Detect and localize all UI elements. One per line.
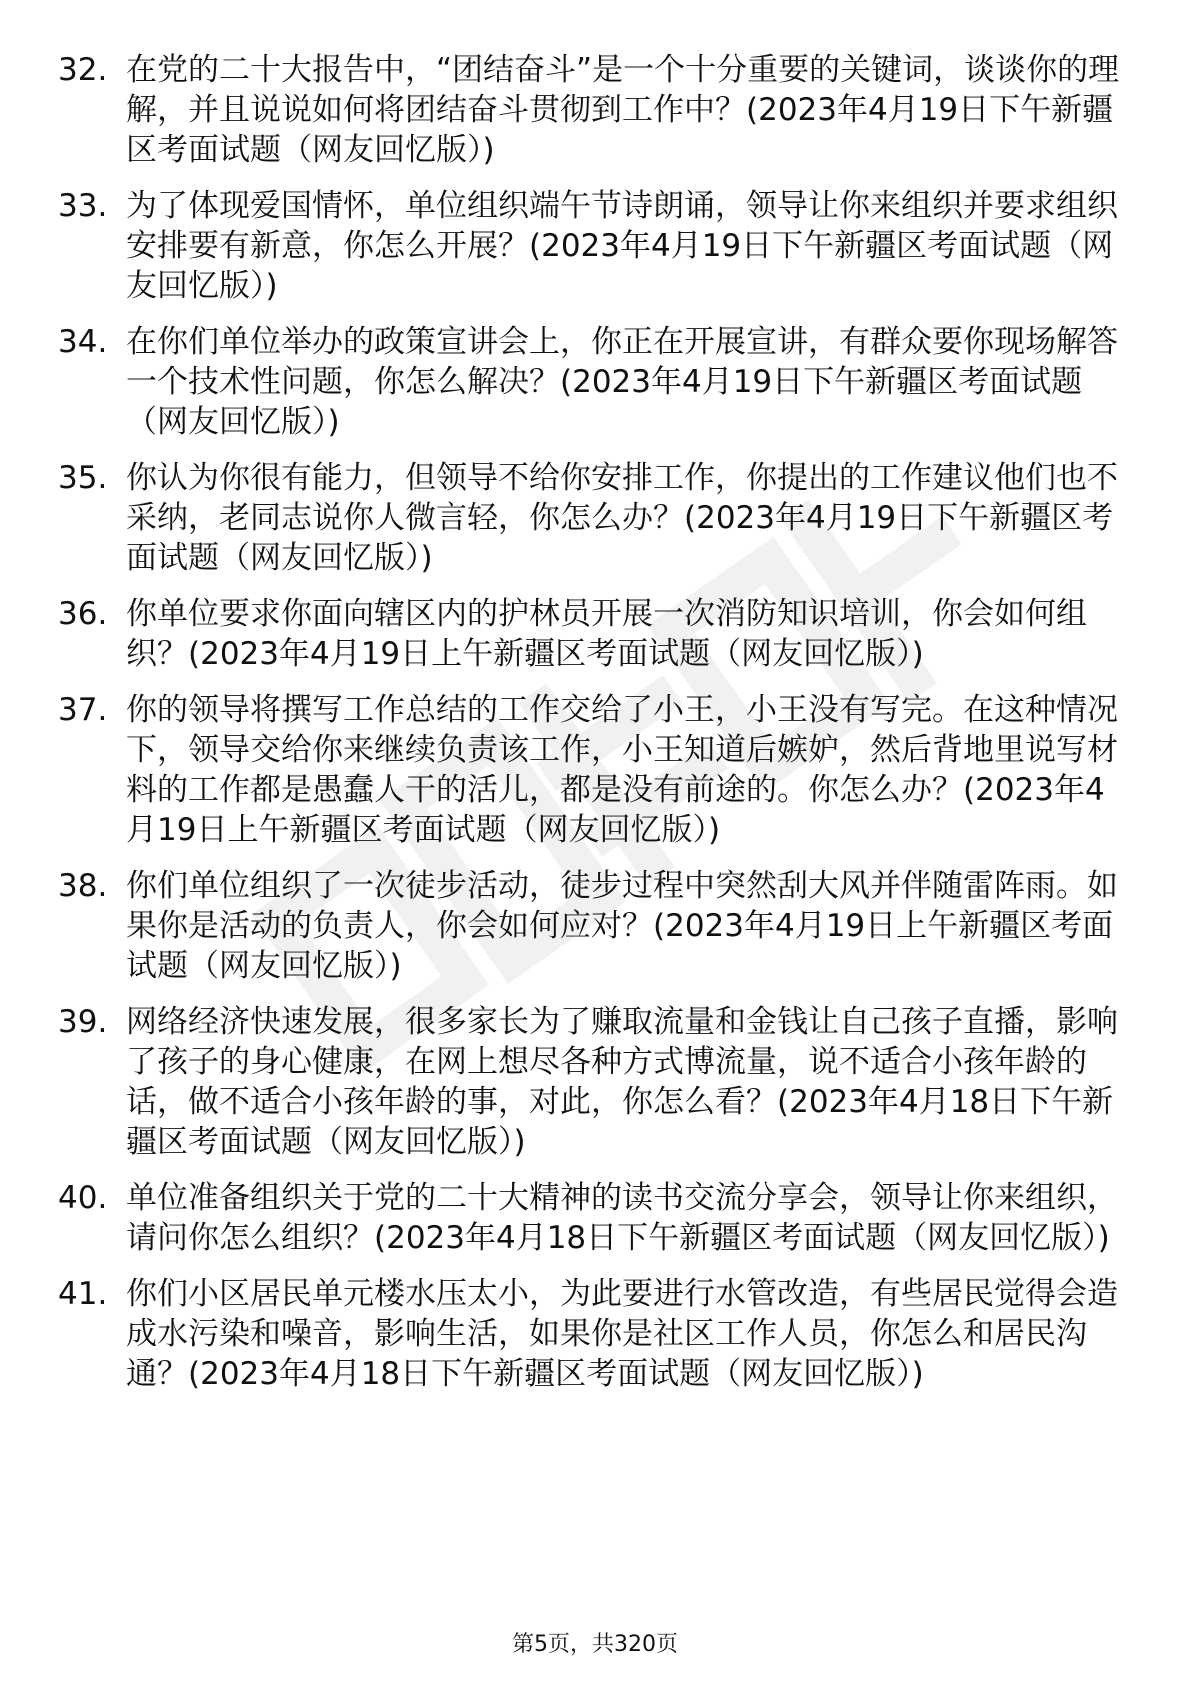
question-number: 34.: [58, 324, 108, 360]
question-number: 40.: [58, 1180, 108, 1216]
question-text: 你认为你很有能力，但领导不给你安排工作，你提出的工作建议他们也不采纳，老同志说你人微言轻，你怎么办？(2023年4月19日下午新疆区考面试题（网友回忆版）): [126, 460, 1118, 576]
question-text: 你们小区居民单元楼水压太小，为此要进行水管改造，有些居民觉得会造成水污染和噪音，影响生活，如果你是社区工作人员，你怎么和居民沟通？(2023年4月18日下午新疆区考面试题（网友回忆版）): [126, 1276, 1118, 1392]
question-number: 39.: [58, 1004, 108, 1040]
question-text: 在你们单位举办的政策宣讲会上，你正在开展宣讲，有群众要你现场解答一个技术性问题，你怎么解决？(2023年4月19日下午新疆区考面试题（网友回忆版）): [126, 324, 1118, 440]
question-text: 为了体现爱国情怀，单位组织端午节诗朗诵，领导让你来组织并要求组织安排要有新意，你怎么开展？(2023年4月19日下午新疆区考面试题（网友回忆版）): [126, 188, 1118, 304]
question-item: [58, 50, 1128, 170]
question-text: 你单位要求你面向辖区内的护林员开展一次消防知识培训，你会如何组织？(2023年4月19日上午新疆区考面试题（网友回忆版）): [126, 596, 1087, 672]
question-item: [58, 1274, 1128, 1394]
question-text: 单位准备组织关于党的二十大精神的读书交流分享会，领导让你来组织，请问你怎么组织？(2023年4月18日下午新疆区考面试题（网友回忆版）): [126, 1180, 1118, 1256]
question-text: 你的领导将撰写工作总结的工作交给了小王，小王没有写完。在这种情况下，领导交给你来继续负责该工作，小王知道后嫉妒，然后背地里说写材料的工作都是愚蠢人干的活儿，都是没有前途的。你怎么办？(2023年4月19日上午新疆区考面试题（网友回忆版）): [126, 692, 1118, 848]
question-number: 38.: [58, 868, 108, 904]
question-number: 41.: [58, 1276, 108, 1312]
question-text: 在党的二十大报告中，“团结奋斗”是一个十分重要的关键词，谈谈你的理解，并且说说如何将团结奋斗贯彻到工作中？(2023年4月19日下午新疆区考面试题（网友回忆版）): [126, 52, 1120, 168]
question-item: [58, 594, 1128, 674]
question-item: [58, 1002, 1128, 1162]
question-list: [58, 50, 1128, 1410]
question-text: 网络经济快速发展，很多家长为了赚取流量和金钱让自己孩子直播，影响了孩子的身心健康，在网上想尽各种方式博流量，说不适合小孩年龄的话，做不适合小孩年龄的事，对此，你怎么看？(2023年4月18日下午新疆区考面试题（网友回忆版）): [126, 1004, 1118, 1160]
question-item: [58, 1178, 1128, 1258]
question-item: [58, 186, 1128, 306]
question-item: [58, 322, 1128, 442]
question-item: [58, 458, 1128, 578]
question-item: [58, 690, 1128, 850]
question-number: 36.: [58, 596, 108, 632]
question-text: 你们单位组织了一次徒步活动，徒步过程中突然刮大风并伴随雷阵雨。如果你是活动的负责人，你会如何应对？(2023年4月19日上午新疆区考面试题（网友回忆版）): [126, 868, 1118, 984]
question-number: 32.: [58, 52, 108, 88]
question-number: 33.: [58, 188, 108, 224]
question-number: 35.: [58, 460, 108, 496]
question-item: [58, 866, 1128, 986]
question-number: 37.: [58, 692, 108, 728]
page-number-footer: 第5页，共320页: [512, 1632, 678, 1657]
